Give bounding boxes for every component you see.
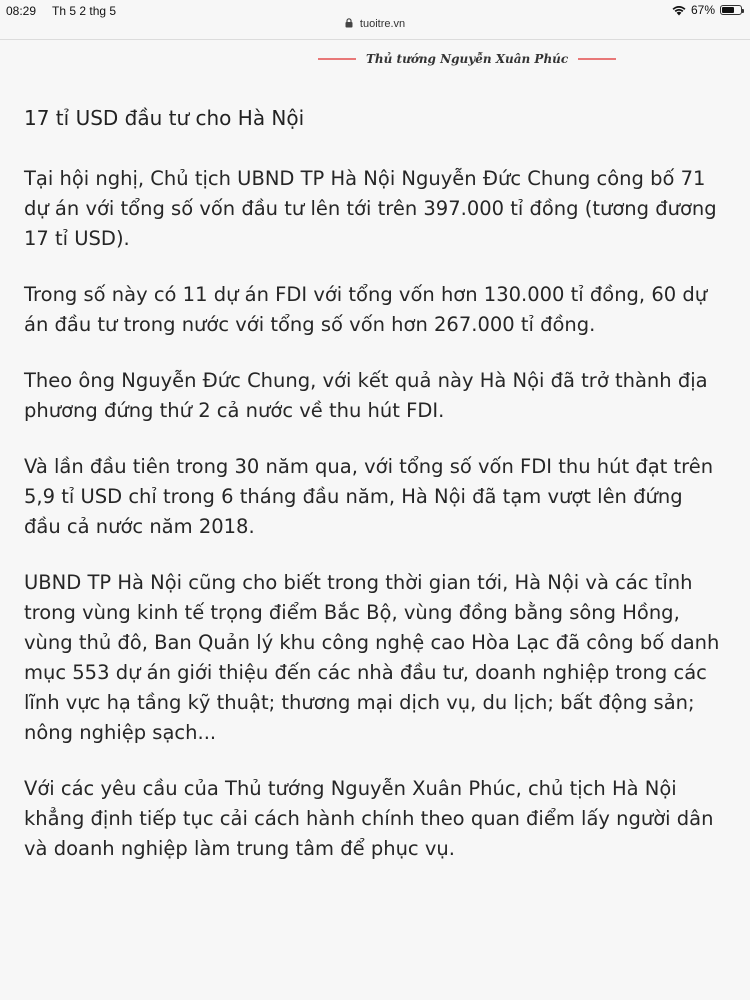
battery-icon	[720, 5, 742, 15]
section-heading: 17 tỉ USD đầu tư cho Hà Nội	[24, 106, 305, 130]
address-bar[interactable]	[0, 18, 750, 31]
status-time: 08:29	[6, 4, 37, 18]
paragraph: Và lần đầu tiên trong 30 năm qua, với tổng số vốn FDI thu hút đạt trên 5,9 tỉ USD chỉ trong 6 tháng đầu năm, Hà Nội đã tạm vượt lên đứng đầu cả nước năm 2018.	[24, 455, 714, 538]
toolbar-divider	[0, 39, 750, 40]
image-caption	[318, 52, 598, 66]
status-date: Th 5 2 thg 5	[52, 4, 117, 18]
paragraph: Tại hội nghị, Chủ tịch UBND TP Hà Nội Nguyễn Đức Chung công bố 71 dự án với tổng số vốn đầu tư lên tới trên 397.000 tỉ đồng (tương đương 17 tỉ USD).	[24, 167, 717, 250]
article-body	[24, 100, 724, 890]
paragraph: Với các yêu cầu của Thủ tướng Nguyễn Xuân Phúc, chủ tịch Hà Nội khẳng định tiếp tục cải cách hành chính theo quan điểm lấy người dân và doanh nghiệp làm trung tâm để phục vụ.	[24, 777, 714, 860]
url-text: tuoitre.vn	[359, 18, 406, 30]
caption-text: Thủ tướng Nguyễn Xuân Phúc	[366, 52, 569, 66]
battery-fill	[722, 7, 734, 13]
paragraph: Theo ông Nguyễn Đức Chung, với kết quả này Hà Nội đã trở thành địa phương đứng thứ 2 cả nước về thu hút FDI.	[24, 369, 708, 422]
paragraph: UBND TP Hà Nội cũng cho biết trong thời gian tới, Hà Nội và các tỉnh trong vùng kinh tế trọng điểm Bắc Bộ, vùng đồng bằng sông Hồng, vùng thủ đô, Ban Quản lý khu công nghệ cao Hòa Lạc đã công bố danh mục 553 dự án giới thiệu đến các nhà đầu tư, doanh nghiệp trong các lĩnh vực hạ tầng kỹ thuật; thương mại dịch vụ, du lịch; bất động sản; nông nghiệp sạch...	[24, 571, 720, 744]
paragraph: Trong số này có 11 dự án FDI với tổng vốn hơn 130.000 tỉ đồng, 60 dự án đầu tư trong nước với tổng số vốn hơn 267.000 tỉ đồng.	[24, 283, 708, 336]
battery-percent: 67%	[690, 3, 715, 17]
wifi-icon	[672, 5, 686, 16]
status-indicators	[672, 3, 742, 17]
caption-rule-left	[318, 58, 356, 60]
caption-rule-right	[578, 58, 616, 60]
lock-icon	[345, 18, 353, 31]
battery-tip	[742, 9, 744, 13]
